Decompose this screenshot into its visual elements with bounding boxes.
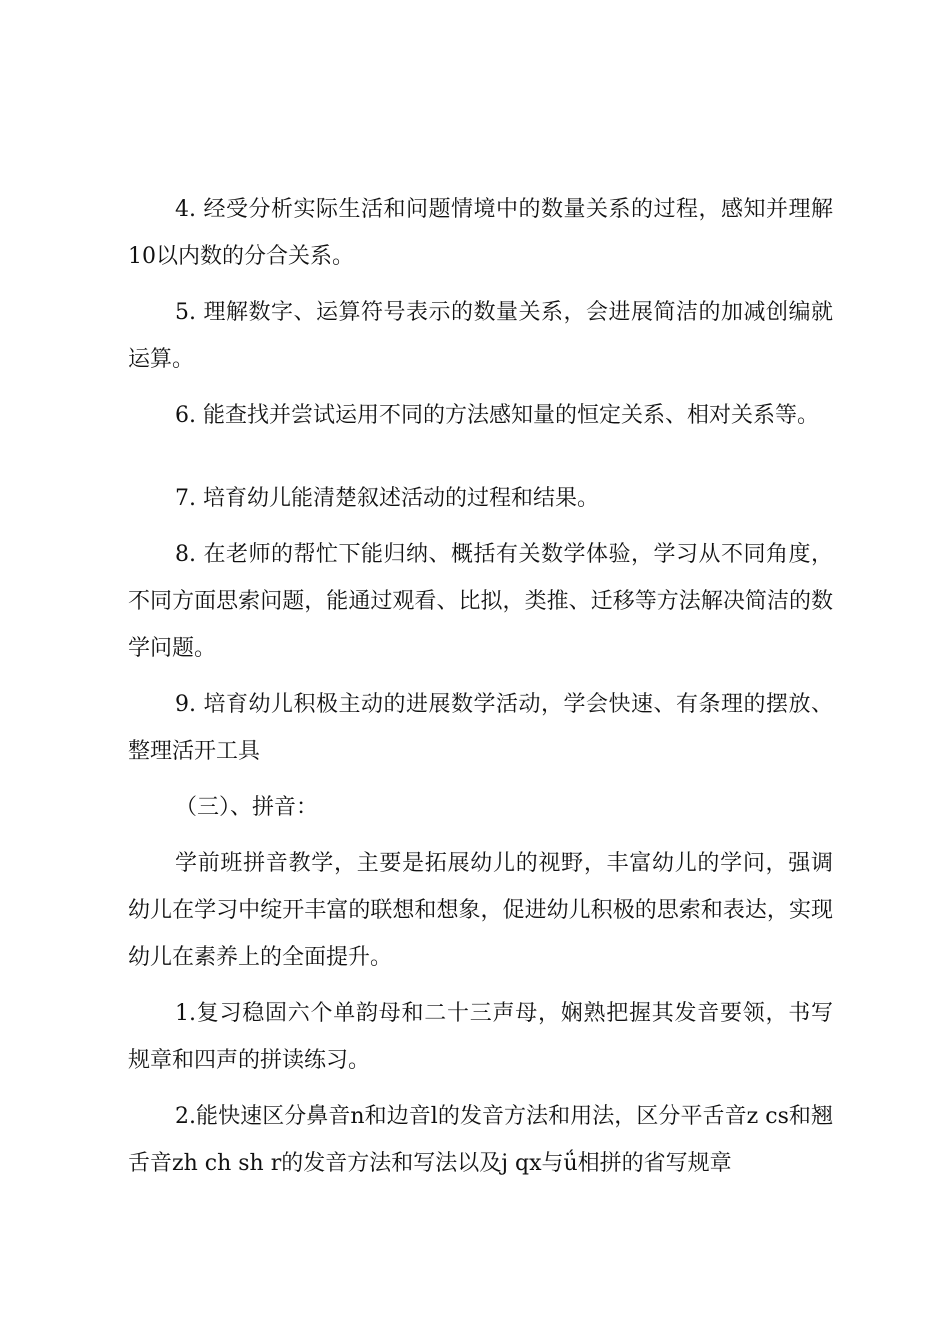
paragraph-item-8: 8. 在老师的帮忙下能归纳、概括有关数学体验，学习从不同角度，不同方面思索问题，能通过观看、比拟，类推、迁移等方法解决简洁的数学问题。	[128, 542, 833, 661]
paragraph-item-9: 9. 培育幼儿积极主动的进展数学活动，学会快速、有条理的摆放、整理活开工具	[128, 692, 833, 764]
paragraph-item-6: 6. 能查找并尝试运用不同的方法感知量的恒定关系、相对关系等。	[175, 403, 819, 428]
document-body	[128, 186, 833, 1196]
paragraph-item-7: 7. 培育幼儿能清楚叙述活动的过程和结果。	[175, 486, 599, 511]
paragraph-pinyin-intro: 学前班拼音教学，主要是拓展幼儿的视野，丰富幼儿的学问，强调幼儿在学习中绽开丰富的联想和想象，促进幼儿积极的思索和表达，实现幼儿在素养上的全面提升。	[128, 851, 833, 970]
paragraph-item-5: 5. 理解数字、运算符号表示的数量关系，会进展简洁的加减创编就运算。	[128, 300, 833, 372]
paragraph-item-4: 4. 经受分析实际生活和问题情境中的数量关系的过程，感知并理解10以内数的分合关系。	[128, 197, 833, 269]
paragraph-pinyin-1: 1.复习稳固六个单韵母和二十三声母，娴熟把握其发音要领，书写规章和四声的拼读练习。	[128, 1001, 833, 1073]
paragraph-pinyin-2: 2.能快速区分鼻音n和边音l的发音方法和用法，区分平舌音z cs和翘舌音zh ch sh r的发音方法和写法以及j qx与ǘ相拼的省写规章	[128, 1104, 833, 1176]
section-heading-pinyin: （三）、拼音：	[175, 795, 319, 820]
